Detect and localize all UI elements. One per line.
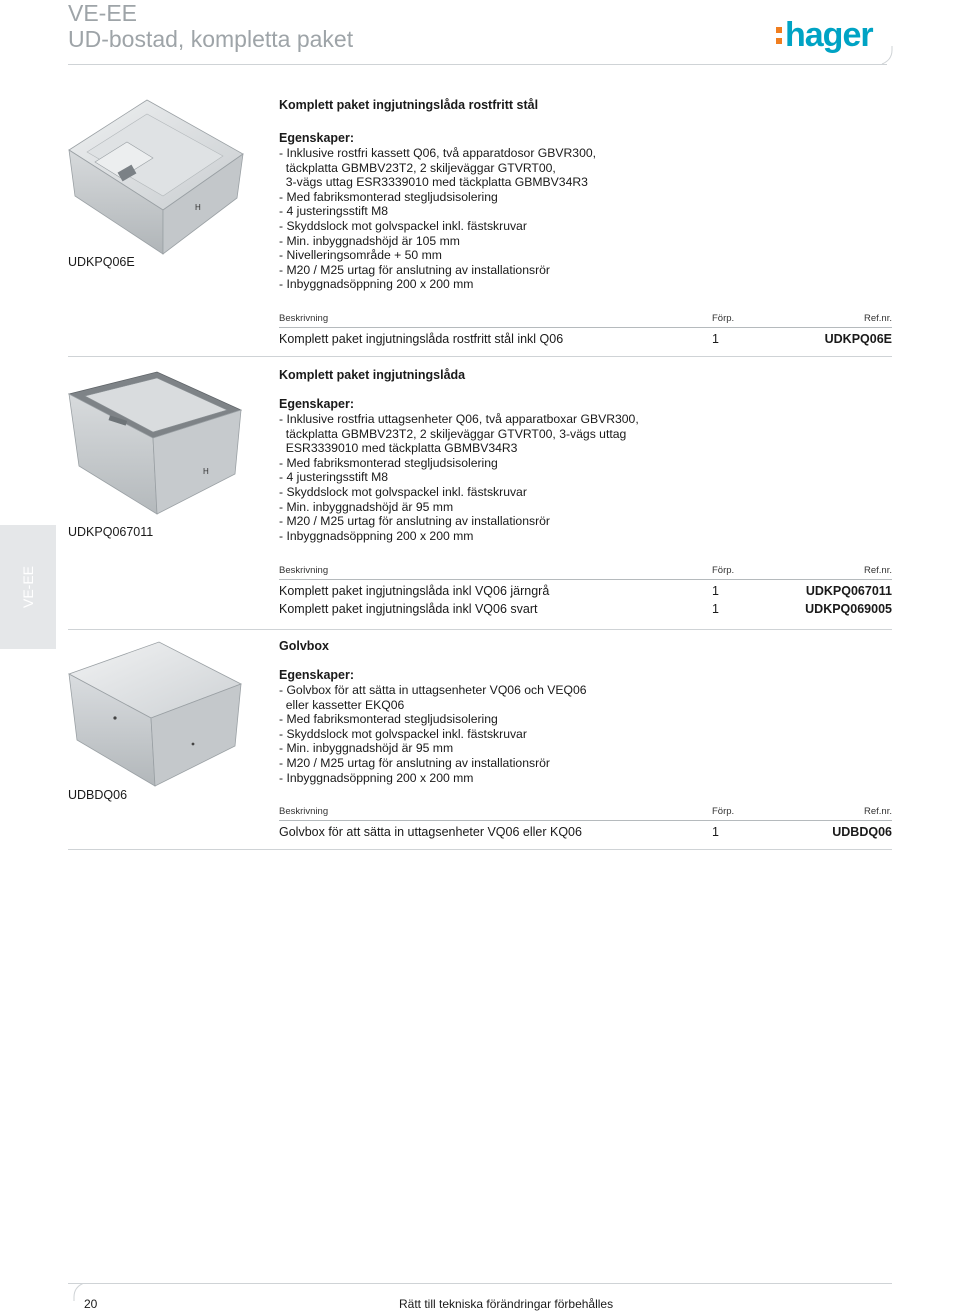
col-forp: Förp.	[712, 565, 735, 576]
section-divider	[68, 849, 892, 850]
property-item: - M20 / M25 urtag för anslutning av installationsrör	[279, 262, 550, 277]
property-item: - Med fabriksmonterad stegljudsisolering	[279, 189, 498, 204]
col-forp: Förp.	[712, 806, 735, 817]
row-ref: UDBDQ06	[832, 825, 892, 839]
property-item: - 4 justeringsstift M8	[279, 470, 389, 485]
properties-list	[279, 412, 639, 543]
table-row	[279, 328, 892, 346]
table-row	[279, 821, 892, 839]
page-number: 20	[84, 1297, 98, 1311]
property-item: - Inklusive rostfri kassett Q06, två apparatdosor GBVR300,	[279, 146, 597, 160]
hager-logo	[776, 15, 873, 55]
product-title: Komplett paket ingjutningslåda rostfritt stål	[279, 98, 539, 112]
logo-text: hager	[785, 15, 873, 54]
order-table-header	[279, 313, 892, 328]
table-row	[279, 598, 892, 616]
row-description: Komplett paket ingjutningslåda rostfritt stål inkl Q06	[279, 332, 564, 346]
col-description: Beskrivning	[279, 565, 329, 576]
logo-dots-icon	[776, 27, 782, 44]
row-description: Golvbox för att sätta in uttagsenheter VQ06 eller KQ06	[279, 825, 582, 839]
property-item: ESR3339010 med täckplatta GBMBV34R3	[279, 441, 518, 456]
svg-text:H: H	[195, 203, 201, 212]
property-item: - Skyddslock mot golvspackel inkl. fästskruvar	[279, 726, 527, 741]
row-forp: 1	[712, 602, 719, 616]
property-item: - Inklusive rostfria uttagsenheter Q06, två apparatboxar GBVR300,	[279, 412, 639, 426]
order-table	[279, 806, 892, 839]
property-item: täckplatta GBMBV23T2, 2 skiljeväggar GTVRT00,	[279, 160, 556, 175]
footer-disclaimer: Rätt till tekniska förändringar förbehålles	[399, 1297, 614, 1311]
product-title: Golvbox	[279, 639, 330, 653]
properties-heading: Egenskaper:	[279, 668, 355, 682]
property-item: - Min. inbyggnadshöjd är 105 mm	[279, 233, 460, 248]
properties-list	[279, 683, 587, 785]
product-image-udkpq06e	[65, 98, 245, 258]
property-item: 3-vägs uttag ESR3339010 med täckplatta GBMBV34R3	[279, 175, 588, 190]
property-item: - Med fabriksmonterad stegljudsisolering	[279, 455, 498, 470]
property-item: eller kassetter EKQ06	[279, 697, 405, 712]
page-title-line1: VE-EE	[68, 0, 138, 26]
col-forp: Förp.	[712, 313, 735, 324]
col-description: Beskrivning	[279, 313, 329, 324]
property-item: - Golvbox för att sätta in uttagsenheter VQ06 och VEQ06	[279, 683, 587, 697]
section-divider	[68, 629, 892, 630]
header-divider	[68, 64, 887, 65]
properties-list	[279, 146, 596, 292]
row-ref: UDKPQ06E	[824, 332, 892, 346]
row-forp: 1	[712, 584, 719, 598]
order-table	[279, 313, 892, 346]
corner-curve-icon	[880, 46, 898, 64]
page-title-line2: UD-bostad, kompletta paket	[68, 26, 354, 52]
property-item: - Nivelleringsområde + 50 mm	[279, 248, 442, 263]
product-image-udkpq067011	[65, 370, 245, 520]
product-code-label: UDKPQ06E	[68, 255, 135, 269]
property-item: - Inbyggnadsöppning 200 x 200 mm	[279, 277, 474, 292]
side-tab	[0, 525, 56, 649]
property-item: - M20 / M25 urtag för anslutning av installationsrör	[279, 755, 550, 770]
row-forp: 1	[712, 332, 719, 346]
product-code-label: UDBDQ06	[68, 788, 128, 802]
row-ref: UDKPQ067011	[805, 584, 892, 598]
order-table-header	[279, 806, 892, 821]
product-title: Komplett paket ingjutningslåda	[279, 368, 466, 382]
property-item: - Med fabriksmonterad stegljudsisolering	[279, 712, 498, 727]
order-table-header	[279, 565, 892, 580]
product-code-label: UDKPQ067011	[68, 525, 154, 539]
col-description: Beskrivning	[279, 806, 329, 817]
footer-divider	[68, 1283, 892, 1284]
section-divider	[68, 356, 892, 357]
property-item: - 4 justeringsstift M8	[279, 204, 389, 219]
property-item: - M20 / M25 urtag för anslutning av installationsrör	[279, 514, 550, 529]
product-image-udbdq06	[65, 640, 245, 790]
property-item: - Inbyggnadsöppning 200 x 200 mm	[279, 770, 474, 785]
property-item: - Skyddslock mot golvspackel inkl. fästskruvar	[279, 218, 527, 233]
side-tab-label: VE-EE	[20, 565, 36, 609]
property-item: - Min. inbyggnadshöjd är 95 mm	[279, 499, 454, 514]
row-description: Komplett paket ingjutningslåda inkl VQ06 järngrå	[279, 584, 550, 598]
property-item: täckplatta GBMBV23T2, 2 skiljeväggar GTVRT00, 3-vägs uttag	[279, 426, 627, 441]
row-description: Komplett paket ingjutningslåda inkl VQ06 svart	[279, 602, 538, 616]
order-table	[279, 565, 892, 616]
properties-heading: Egenskaper:	[279, 397, 355, 411]
col-ref: Ref.nr.	[864, 565, 892, 576]
table-row	[279, 580, 892, 598]
svg-text:H: H	[203, 467, 209, 476]
col-ref: Ref.nr.	[864, 806, 892, 817]
row-ref: UDKPQ069005	[805, 602, 892, 616]
properties-heading: Egenskaper:	[279, 131, 355, 145]
row-forp: 1	[712, 825, 719, 839]
property-item: - Inbyggnadsöppning 200 x 200 mm	[279, 528, 474, 543]
property-item: - Min. inbyggnadshöjd är 95 mm	[279, 741, 454, 756]
property-item: - Skyddslock mot golvspackel inkl. fästskruvar	[279, 484, 527, 499]
col-ref: Ref.nr.	[864, 313, 892, 324]
